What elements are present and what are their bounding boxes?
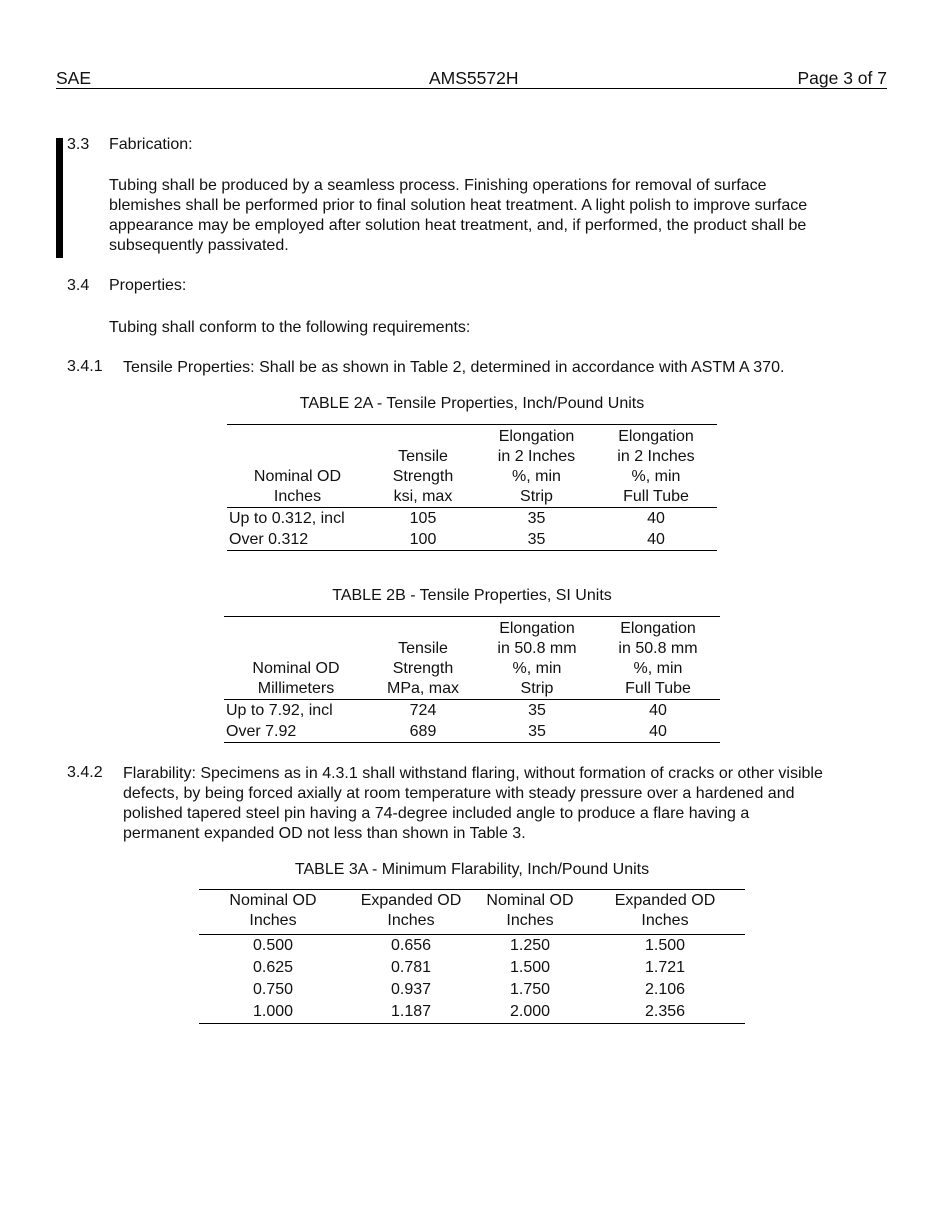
column-header-tensile-strength — [368, 617, 478, 700]
table-cell: 1.187 — [390, 1003, 432, 1020]
table-cell: 1.721 — [644, 959, 686, 976]
header-line: Strength — [392, 660, 454, 677]
header-line: in 50.8 mm — [497, 640, 577, 657]
section-3-3-line: blemishes shall be performed prior to final solution heat treatment. A light polish to improve surface — [109, 197, 808, 214]
table-cell: 0.500 — [252, 937, 294, 954]
table-row — [199, 957, 745, 979]
table-3a-caption: TABLE 3A - Minimum Flarability, Inch/Pound Units — [294, 861, 650, 878]
header-line: Inches — [273, 488, 322, 505]
table-cell: 689 — [409, 723, 437, 740]
table-cell: 1.750 — [509, 981, 551, 998]
table-row — [199, 935, 745, 958]
table-row — [224, 721, 720, 743]
section-3-4-2-line: Flarability: Specimens as in 4.3.1 shall withstand flaring, without formation of cracks or other visible — [123, 765, 823, 782]
section-3-4-2-line: permanent expanded OD not less than shown in Table 3. — [123, 825, 526, 842]
header-line: Nominal OD — [229, 892, 317, 909]
header-line: Strip — [520, 680, 554, 697]
table-row — [227, 508, 717, 530]
column-header-tensile-strength — [368, 425, 478, 508]
table-cell: 2.106 — [644, 981, 686, 998]
header-line: in 2 Inches — [497, 448, 576, 465]
header-doc-number: AMS5572H — [429, 68, 519, 88]
table-cell: Over 0.312 — [229, 531, 309, 548]
table-cell: 0.656 — [390, 937, 432, 954]
table-2b — [224, 616, 720, 743]
section-3-4-title: Properties: — [109, 277, 187, 294]
table-cell: 40 — [647, 531, 665, 548]
table-cell: 100 — [409, 531, 437, 548]
table-header-row — [227, 425, 717, 508]
table-cell: 35 — [528, 702, 546, 719]
table-2a — [227, 424, 717, 551]
header-line: Full Tube — [623, 488, 689, 505]
header-line: Elongation — [620, 620, 696, 637]
header-line: Nominal OD — [486, 892, 574, 909]
header-line: Expanded OD — [360, 892, 462, 909]
section-3-3-number: 3.3 — [67, 136, 90, 153]
header-line: %, min — [631, 468, 681, 485]
table-cell: 2.356 — [644, 1003, 686, 1020]
column-header-elongation-full-tube — [595, 425, 717, 508]
column-header-nominal-od — [199, 890, 347, 935]
table-cell: 1.500 — [509, 959, 551, 976]
header-line: Strip — [520, 488, 553, 505]
section-3-3-body — [109, 176, 869, 256]
header-line: Inches — [387, 912, 435, 929]
table-row — [199, 1001, 745, 1024]
table-cell: 40 — [647, 510, 665, 527]
table-cell: 0.937 — [390, 981, 432, 998]
column-header-elongation-strip — [478, 617, 596, 700]
header-line: Expanded OD — [614, 892, 716, 909]
section-3-4-2-line: polished tapered steel pin having a 74-degree included angle to produce a flare having a — [123, 805, 750, 822]
table-cell: 1.000 — [252, 1003, 294, 1020]
header-page-number: Page 3 of 7 — [797, 68, 887, 88]
header-line: Elongation — [498, 428, 575, 445]
section-3-4-2-number: 3.4.2 — [67, 764, 103, 781]
header-left: SAE — [56, 68, 92, 88]
section-3-4-2-line: defects, by being forced axially at room temperature with steady pressure over a hardened and — [123, 785, 795, 802]
section-3-3-line: Tubing shall be produced by a seamless process. Finishing operations for removal of surface — [109, 177, 767, 194]
header-rule — [56, 88, 887, 89]
table-cell: Up to 7.92, incl — [226, 702, 333, 719]
table-cell: Up to 0.312, incl — [229, 510, 345, 527]
header-line: Inches — [641, 912, 689, 929]
table-cell: 0.625 — [252, 959, 294, 976]
table-cell: 35 — [528, 723, 546, 740]
section-3-4-1-body: Tensile Properties: Shall be as shown in Table 2, determined in accordance with ASTM A 370. — [123, 359, 785, 376]
header-line: Nominal OD — [253, 468, 342, 485]
column-header-nominal-od-2 — [475, 890, 585, 935]
section-3-4-2-body — [123, 764, 873, 844]
table-cell: 40 — [649, 702, 667, 719]
table-3a — [199, 889, 745, 1024]
table-cell: 0.781 — [390, 959, 432, 976]
column-header-elongation-strip — [478, 425, 595, 508]
column-header-expanded-od — [347, 890, 475, 935]
section-3-3-title: Fabrication: — [109, 136, 193, 153]
header-line: %, min — [512, 660, 562, 677]
table-cell: 105 — [409, 510, 437, 527]
section-3-4-body: Tubing shall conform to the following requirements: — [109, 319, 471, 336]
header-line: Inches — [506, 912, 554, 929]
header-line: Nominal OD — [252, 660, 340, 677]
section-3-4-number: 3.4 — [67, 277, 90, 294]
table-cell: 1.500 — [644, 937, 686, 954]
header-line: Elongation — [618, 428, 694, 445]
revision-bar — [56, 138, 63, 258]
table-cell: 724 — [409, 702, 437, 719]
header-line: in 50.8 mm — [618, 640, 698, 657]
table-cell: Over 7.92 — [226, 723, 297, 740]
header-line: Tensile — [398, 448, 448, 465]
column-header-expanded-od-2 — [585, 890, 745, 935]
header-line: ksi, max — [393, 488, 453, 505]
table-header-row — [199, 890, 745, 935]
header-line: Strength — [392, 468, 454, 485]
table-row — [224, 700, 720, 722]
table-header-row — [224, 617, 720, 700]
table-cell: 0.750 — [252, 981, 294, 998]
table-row — [227, 529, 717, 551]
table-cell: 35 — [527, 510, 546, 527]
table-cell: 1.250 — [509, 937, 551, 954]
table-2b-caption: TABLE 2B - Tensile Properties, SI Units — [332, 587, 612, 604]
header-line: Elongation — [499, 620, 575, 637]
header-line: %, min — [512, 468, 561, 485]
section-3-3-line: appearance may be employed after solution heat treatment, and, if performed, the product shall be — [109, 217, 807, 234]
table-2a-caption: TABLE 2A - Tensile Properties, Inch/Pound Units — [299, 395, 645, 412]
column-header-elongation-full-tube — [596, 617, 720, 700]
header-line: Full Tube — [625, 680, 691, 697]
header-line: Millimeters — [257, 680, 335, 697]
table-cell: 40 — [649, 723, 667, 740]
header-line: %, min — [633, 660, 683, 677]
header-line: MPa, max — [386, 680, 459, 697]
column-header-nominal-od — [224, 617, 368, 700]
table-cell: 2.000 — [509, 1003, 551, 1020]
header-line: in 2 Inches — [617, 448, 695, 465]
table-cell: 35 — [527, 531, 546, 548]
section-3-4-1-number: 3.4.1 — [67, 358, 103, 375]
header-line: Tensile — [398, 640, 448, 657]
section-3-3-line: subsequently passivated. — [109, 237, 289, 254]
header-line: Inches — [249, 912, 297, 929]
column-header-nominal-od — [227, 425, 368, 508]
table-row — [199, 979, 745, 1001]
